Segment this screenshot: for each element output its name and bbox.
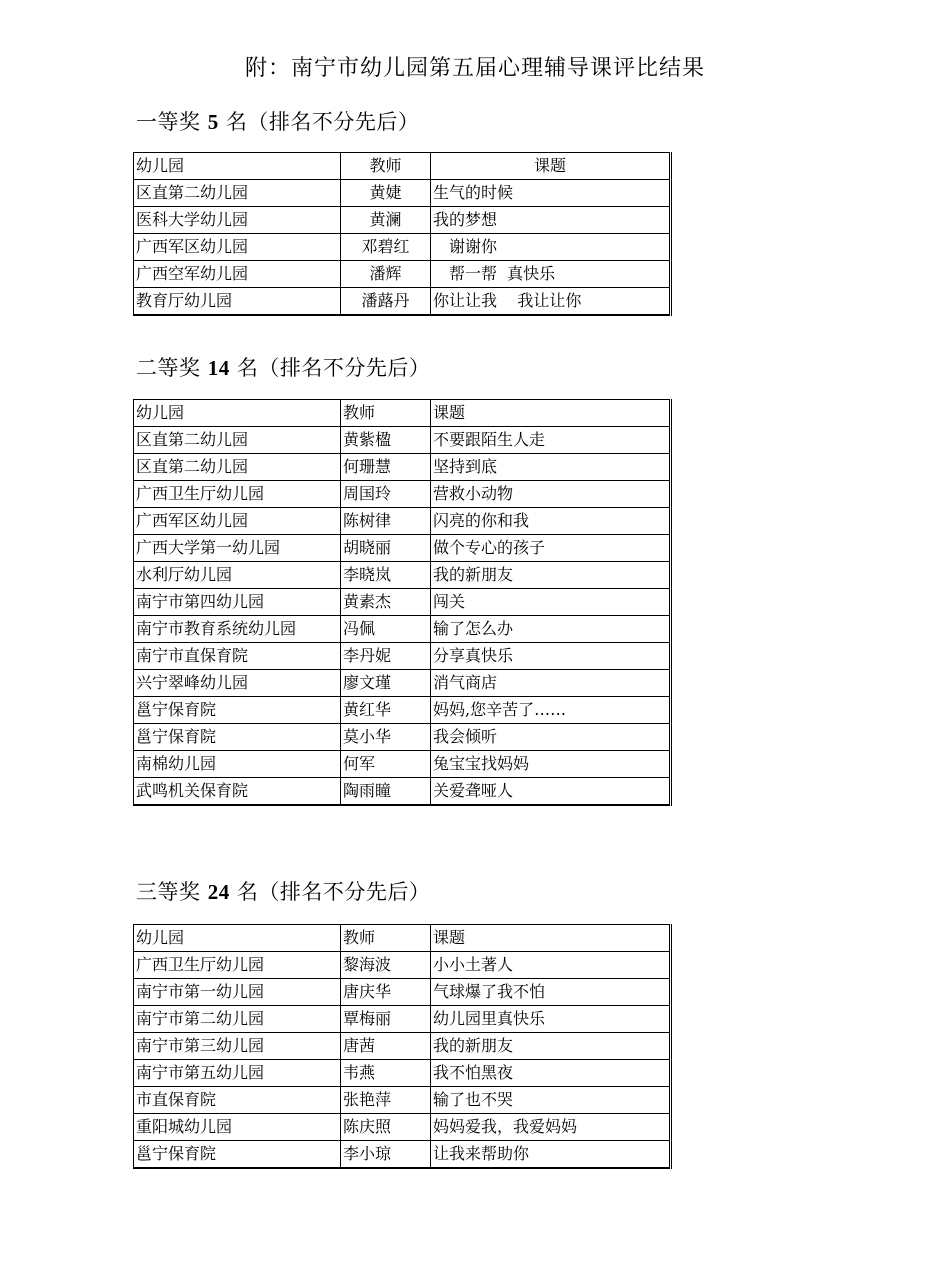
cell-teacher: 李小琼 bbox=[341, 1141, 431, 1169]
cell-teacher: 潘蕗丹 bbox=[341, 288, 431, 316]
cell-teacher: 张艳萍 bbox=[341, 1087, 431, 1114]
cell-teacher: 陈庆照 bbox=[341, 1114, 431, 1141]
third-prize-table bbox=[133, 924, 672, 1169]
cell-kindergarten: 南宁市第一幼儿园 bbox=[134, 979, 341, 1006]
table-row bbox=[134, 562, 671, 589]
first-prize-suffix: 名（排名不分先后） bbox=[225, 110, 420, 134]
cell-topic: 闯关 bbox=[431, 589, 671, 616]
cell-kindergarten: 南宁市第四幼儿园 bbox=[134, 589, 341, 616]
cell-kindergarten: 医科大学幼儿园 bbox=[134, 207, 341, 234]
first-prize-count: 5 bbox=[207, 110, 219, 134]
second-prize-label: 二等奖 bbox=[136, 356, 201, 380]
table-row bbox=[134, 1141, 671, 1169]
cell-topic: 我不怕黑夜 bbox=[431, 1060, 671, 1087]
cell-kindergarten: 南宁市第五幼儿园 bbox=[134, 1060, 341, 1087]
cell-teacher: 李晓岚 bbox=[341, 562, 431, 589]
table-row bbox=[134, 427, 671, 454]
cell-topic: 消气商店 bbox=[431, 670, 671, 697]
cell-teacher: 冯佩 bbox=[341, 616, 431, 643]
table-row bbox=[134, 1033, 671, 1060]
cell-teacher: 唐庆华 bbox=[341, 979, 431, 1006]
table-row bbox=[134, 751, 671, 778]
header-teacher: 教师 bbox=[341, 925, 431, 952]
cell-kindergarten: 邕宁保育院 bbox=[134, 724, 341, 751]
header-teacher: 教师 bbox=[341, 153, 431, 180]
table-row bbox=[134, 697, 671, 724]
cell-kindergarten: 南宁市教育系统幼儿园 bbox=[134, 616, 341, 643]
first-prize-label: 一等奖 bbox=[136, 110, 201, 134]
header-teacher: 教师 bbox=[341, 400, 431, 427]
cell-kindergarten: 教育厅幼儿园 bbox=[134, 288, 341, 316]
table-row bbox=[134, 979, 671, 1006]
table-header-row bbox=[134, 925, 671, 952]
cell-teacher: 覃梅丽 bbox=[341, 1006, 431, 1033]
cell-teacher: 周国玲 bbox=[341, 481, 431, 508]
table-row bbox=[134, 589, 671, 616]
cell-topic: 分享真快乐 bbox=[431, 643, 671, 670]
header-topic: 课题 bbox=[431, 400, 671, 427]
cell-topic: 关爱聋哑人 bbox=[431, 778, 671, 806]
cell-topic: 我的新朋友 bbox=[431, 1033, 671, 1060]
third-prize-suffix: 名（排名不分先后） bbox=[236, 880, 431, 904]
table-row bbox=[134, 508, 671, 535]
cell-teacher: 邓碧红 bbox=[341, 234, 431, 261]
cell-kindergarten: 区直第二幼儿园 bbox=[134, 427, 341, 454]
cell-topic: 坚持到底 bbox=[431, 454, 671, 481]
second-prize-suffix: 名（排名不分先后） bbox=[236, 356, 431, 380]
cell-kindergarten: 水利厅幼儿园 bbox=[134, 562, 341, 589]
cell-teacher: 唐茜 bbox=[341, 1033, 431, 1060]
cell-kindergarten: 广西大学第一幼儿园 bbox=[134, 535, 341, 562]
cell-teacher: 胡晓丽 bbox=[341, 535, 431, 562]
table-row bbox=[134, 207, 671, 234]
cell-teacher: 潘辉 bbox=[341, 261, 431, 288]
table-row bbox=[134, 952, 671, 979]
cell-topic: 闪亮的你和我 bbox=[431, 508, 671, 535]
table-row bbox=[134, 288, 671, 316]
first-prize-table bbox=[133, 152, 672, 316]
cell-kindergarten: 南宁市第二幼儿园 bbox=[134, 1006, 341, 1033]
document-title: 附：南宁市幼儿园第五届心理辅导课评比结果 bbox=[244, 56, 705, 81]
cell-teacher: 韦燕 bbox=[341, 1060, 431, 1087]
cell-teacher: 廖文瑾 bbox=[341, 670, 431, 697]
cell-teacher: 黄澜 bbox=[341, 207, 431, 234]
header-kindergarten: 幼儿园 bbox=[134, 925, 341, 952]
cell-topic: 营救小动物 bbox=[431, 481, 671, 508]
cell-topic: 输了怎么办 bbox=[431, 616, 671, 643]
table-row bbox=[134, 261, 671, 288]
cell-kindergarten: 区直第二幼儿园 bbox=[134, 454, 341, 481]
table-row bbox=[134, 778, 671, 806]
cell-teacher: 陈树律 bbox=[341, 508, 431, 535]
cell-topic: 输了也不哭 bbox=[431, 1087, 671, 1114]
table-row bbox=[134, 1114, 671, 1141]
third-prize-heading bbox=[136, 878, 430, 906]
cell-teacher: 陶雨瞳 bbox=[341, 778, 431, 806]
cell-topic: 妈妈爱我，我爱妈妈 bbox=[431, 1114, 671, 1141]
cell-kindergarten: 广西卫生厅幼儿园 bbox=[134, 952, 341, 979]
table-row bbox=[134, 670, 671, 697]
cell-kindergarten: 广西卫生厅幼儿园 bbox=[134, 481, 341, 508]
cell-teacher: 何珊慧 bbox=[341, 454, 431, 481]
cell-topic: 气球爆了我不怕 bbox=[431, 979, 671, 1006]
first-prize-heading bbox=[136, 108, 419, 136]
third-prize-label: 三等奖 bbox=[136, 880, 201, 904]
cell-teacher: 黄红华 bbox=[341, 697, 431, 724]
cell-kindergarten: 邕宁保育院 bbox=[134, 1141, 341, 1169]
cell-topic: 生气的时候 bbox=[431, 180, 671, 207]
table-row bbox=[134, 1006, 671, 1033]
table-header-row bbox=[134, 153, 671, 180]
cell-topic: 我会倾听 bbox=[431, 724, 671, 751]
cell-kindergarten: 市直保育院 bbox=[134, 1087, 341, 1114]
table-header-row bbox=[134, 400, 671, 427]
cell-topic: 做个专心的孩子 bbox=[431, 535, 671, 562]
table-row bbox=[134, 1060, 671, 1087]
cell-topic: 幼儿园里真快乐 bbox=[431, 1006, 671, 1033]
cell-teacher: 黄婕 bbox=[341, 180, 431, 207]
cell-kindergarten: 广西军区幼儿园 bbox=[134, 234, 341, 261]
cell-kindergarten: 重阳城幼儿园 bbox=[134, 1114, 341, 1141]
cell-kindergarten: 邕宁保育院 bbox=[134, 697, 341, 724]
header-topic: 课题 bbox=[431, 153, 671, 180]
cell-kindergarten: 兴宁翠峰幼儿园 bbox=[134, 670, 341, 697]
cell-topic: 我的新朋友 bbox=[431, 562, 671, 589]
cell-teacher: 黄紫楹 bbox=[341, 427, 431, 454]
cell-topic: 让我来帮助你 bbox=[431, 1141, 671, 1169]
table-row bbox=[134, 481, 671, 508]
header-kindergarten: 幼儿园 bbox=[134, 153, 341, 180]
second-prize-heading bbox=[136, 354, 430, 382]
cell-topic: 小小土著人 bbox=[431, 952, 671, 979]
cell-teacher: 李丹妮 bbox=[341, 643, 431, 670]
cell-teacher: 黎海波 bbox=[341, 952, 431, 979]
cell-kindergarten: 广西空军幼儿园 bbox=[134, 261, 341, 288]
table-row bbox=[134, 234, 671, 261]
cell-topic: 不要跟陌生人走 bbox=[431, 427, 671, 454]
second-prize-table bbox=[133, 399, 672, 806]
table-row bbox=[134, 616, 671, 643]
third-prize-count: 24 bbox=[207, 880, 230, 904]
cell-kindergarten: 区直第二幼儿园 bbox=[134, 180, 341, 207]
table-row bbox=[134, 724, 671, 751]
table-row bbox=[134, 535, 671, 562]
cell-topic: 妈妈,您辛苦了…… bbox=[431, 697, 671, 724]
cell-teacher: 莫小华 bbox=[341, 724, 431, 751]
cell-kindergarten: 武鸣机关保育院 bbox=[134, 778, 341, 806]
table-row bbox=[134, 454, 671, 481]
cell-topic: 你让让我 我让让你 bbox=[431, 288, 671, 316]
header-topic: 课题 bbox=[431, 925, 671, 952]
second-prize-count: 14 bbox=[207, 356, 230, 380]
cell-kindergarten: 南宁市第三幼儿园 bbox=[134, 1033, 341, 1060]
cell-kindergarten: 南棉幼儿园 bbox=[134, 751, 341, 778]
table-row bbox=[134, 1087, 671, 1114]
table-row bbox=[134, 180, 671, 207]
cell-topic: 帮一帮 真快乐 bbox=[431, 261, 671, 288]
cell-topic: 我的梦想 bbox=[431, 207, 671, 234]
cell-topic: 兔宝宝找妈妈 bbox=[431, 751, 671, 778]
table-row bbox=[134, 643, 671, 670]
cell-teacher: 何军 bbox=[341, 751, 431, 778]
cell-kindergarten: 南宁市直保育院 bbox=[134, 643, 341, 670]
header-kindergarten: 幼儿园 bbox=[134, 400, 341, 427]
cell-teacher: 黄素杰 bbox=[341, 589, 431, 616]
cell-kindergarten: 广西军区幼儿园 bbox=[134, 508, 341, 535]
cell-topic: 谢谢你 bbox=[431, 234, 671, 261]
